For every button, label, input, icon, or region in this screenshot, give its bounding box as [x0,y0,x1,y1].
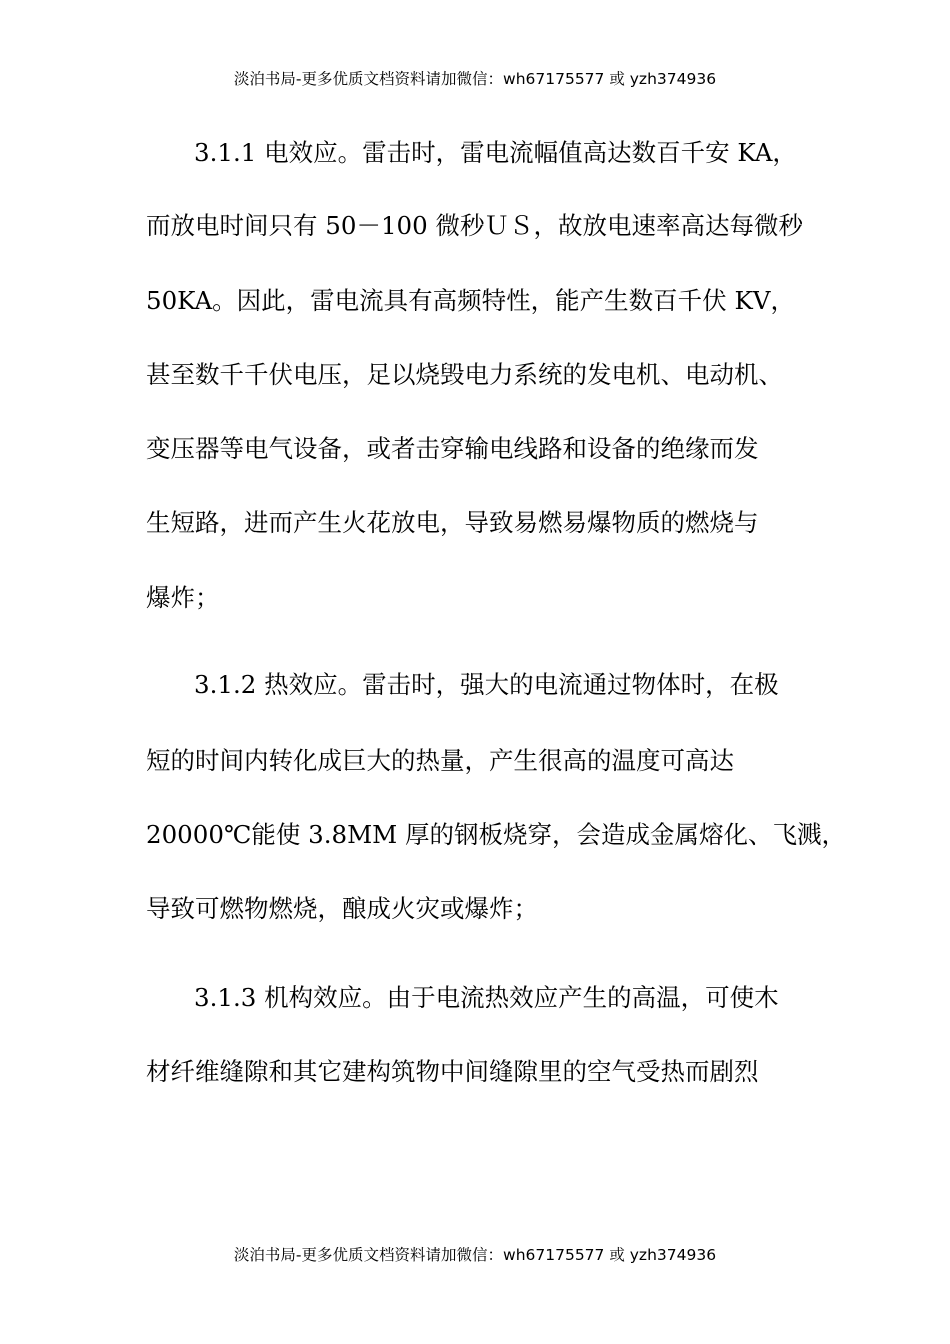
page-header-watermark: 淡泊书局-更多优质文档资料请加微信：wh67175577 或 yzh374936 [233,70,717,88]
text-line: 短的时间内转化成巨大的热量，产生很高的温度可高达 [146,746,734,775]
text-line: 3.1.1 电效应。雷击时，雷电流幅值高达数百千安 KA， [194,138,797,167]
page-footer-watermark: 淡泊书局-更多优质文档资料请加微信：wh67175577 或 yzh374936 [233,1246,717,1264]
text-line: 导致可燃物燃烧，酿成火灾或爆炸； [146,894,538,923]
text-line: 爆炸； [146,583,220,612]
text-line: 甚至数千千伏电压，足以烧毁电力系统的发电机、电动机、 [146,360,783,389]
text-line: 变压器等电气设备，或者击穿输电线路和设备的绝缘而发 [146,434,759,463]
text-line: 生短路，进而产生火花放电，导致易燃易爆物质的燃烧与 [146,508,759,537]
text-line: 而放电时间只有 50－100 微秒ＵＳ，故放电速率高达每微秒 [146,211,804,240]
text-line: 50KA。因此，雷电流具有高频特性，能产生数百千伏 KV， [146,286,795,315]
text-line: 3.1.3 机构效应。由于电流热效应产生的高温，可使木 [194,983,779,1012]
text-line: 3.1.2 热效应。雷击时，强大的电流通过物体时，在极 [194,670,779,699]
text-line: 20000℃能使 3.8MM 厚的钢板烧穿，会造成金属熔化、飞溅， [146,820,847,849]
text-line: 材纤维缝隙和其它建构筑物中间缝隙里的空气受热而剧烈 [146,1057,759,1086]
